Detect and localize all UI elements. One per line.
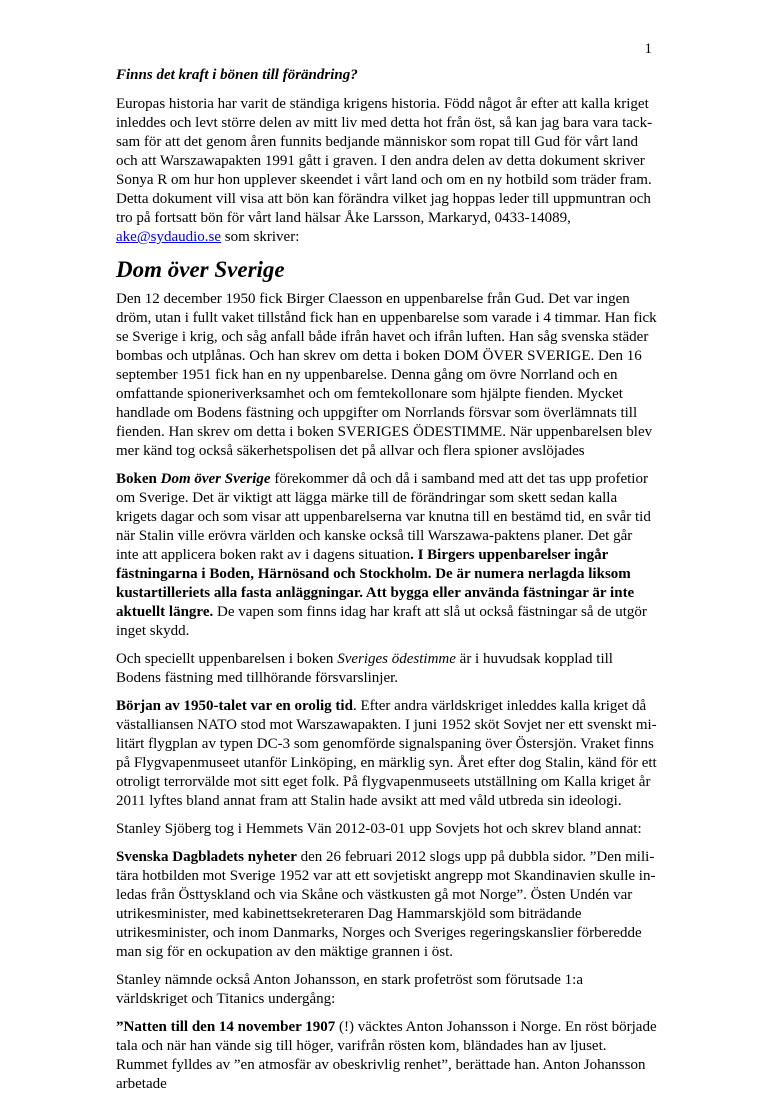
paragraph-vision: Den 12 december 1950 fick Birger Claesson en uppenbarelse från Gud. Det var ingen dröm, utan i fullt vaket tillstånd fick han en uppenbarelse som varade i 4 timmar. Han fick se Sverige i krig, och såg anfall både ifrån havet och ifrån luften. Han såg svenska städer bombas och utplånas. Och han skrev om detta i boken DOM ÖVER SVERIGE. Den 16 september 1951 fick han en ny uppenbarelse. Denna gång om övre Norrland och en omfattande spioneriverksamhet och om femtekollonare som hjälpte fienden. Mycket handlade om Bodens fästning och uppgifter om Norrlands försvar som överlämnats till fienden. Han skrev om detta i boken SVERIGES ÖDESTIMME. När uppenbarelsen blev mer känd tog också säkerhetspolisen det på allvar och flera spioner avslöjades (116, 291, 657, 459)
paragraph-book (116, 470, 658, 641)
book-closing: De vapen som finns idag har kraft att slå ut också fästningar så de utgör inget skydd. (116, 604, 647, 639)
bold-fortresses: . I Birgers uppenbarelser ingår fästningarna i Boden, Härnösand och Stockholm. De är numera nerlagda liksom kustartilleriets alla fasta anläggningar. Att bygga eller använda fästningar är inte aktuellt längre. (116, 547, 635, 620)
bold-1950s: Början av 1950-talet var en orolig tid (116, 698, 353, 714)
section-heading: Dom över Sverige (116, 257, 285, 282)
paragraph-natten (116, 1018, 658, 1094)
paragraph-1950s (116, 697, 658, 811)
bold-natten: ”Natten till den 14 november 1907 (116, 1019, 336, 1035)
document-body (116, 66, 658, 1103)
odestimme-title: Sveriges ödestimme (337, 651, 456, 667)
paragraph-stanley: Stanley Sjöberg tog i Hemmets Vän 2012-03-01 upp Sovjets hot och skrev bland annat: (116, 821, 642, 837)
text-svd: den 26 februari 2012 slogs upp på dubbla sidor. ”Den militära hotbilden mot Sverige 1952 var att ett sovjetiskt angrepp mot Skandinavien skulle inledas från Östtyskland och via Skåne och västkusten gå mot Norge”. Östen Undén var utrikesminister, med kabinettsekreteraren Dag Hammarskjöld som biträdande utrikesminister, och inom Danmarks, Norges och Sveriges regeringskanslier förberedde man sig för en ockupation av den mäktige grannen i öst. (116, 849, 656, 960)
intro-text: Europas historia har varit de ständiga krigens historia. Född något år efter att kalla kriget inleddes och levt större delen av mitt liv med detta hot från öst, så kan jag bara vara tacksam för att det genom åren funnits bedjande människor som ropat till Gud för vårt land och att Warszawapakten 1991 gått i graven. I den andra delen av detta dokument skriver Sonya R om hur hon upplever skeendet i vårt land och om en ny hotbild som träder fram. Detta dokument vill visa att bön kan förändra vilket jag hoppas leder till uppmuntran och tro på fortsatt bön för vårt land hälsar Åke Larsson, Markaryd, 0433-14089, (116, 96, 653, 226)
paragraph-anton: Stanley nämnde också Anton Johansson, en stark profetröst som förutsade 1:a världskriget och Titanics undergång: (116, 972, 583, 1007)
odestimme-lead: Och speciellt uppenbarelsen i boken (116, 651, 338, 667)
odestimme-text: är i huvudsak kopplad till Bodens fästning med tillhörande försvarslinjer. (116, 651, 613, 686)
page-number: 1 (644, 41, 652, 57)
paragraph-odestimme (116, 650, 658, 688)
intro-closing: som skriver: (221, 229, 300, 245)
book-title: Dom över Sverige (160, 471, 271, 487)
bold-lead: Boken (116, 471, 161, 487)
bold-svd: Svenska Dagbladets nyheter (116, 849, 297, 865)
intro-paragraph (116, 95, 658, 247)
intro-title: Finns det kraft i bönen till förändring? (116, 67, 358, 83)
email-link[interactable]: ake@sydaudio.se (116, 229, 222, 245)
book-text: förekommer då och då i samband med att det tas upp profetior om Sverige. Det är viktigt att lägga märke till de förändringar som skett sedan kalla krigets dagar och som visar att uppenbarelserna var knutna till en bestämd tid, en svår tid när Stalin ville erövra världen och kanske också till Warszawa-paktens planer. Det går inte att applicera boken rakt av i dagens situation (116, 471, 651, 563)
text-1950s: . Efter andra världskriget inleddes kalla kriget då västalliansen NATO stod mot Warszawapakten. I juni 1952 sköt Sovjet ner ett svenskt militärt flygplan av typen DC-3 som genomförde signalspaning över Östersjön. Vraket finns på Flygvapenmuseet utanför Linköping, en märklig syn. Året efter dog Stalin, känd för ett otroligt terrorvälde mot sitt eget folk. På flygvapenmuseets utställning om Kalla kriget år 2011 lyftes bland annat fram att Stalin hade avsikt att med våld utbreda sin ideologi. (116, 698, 657, 809)
paragraph-svd (116, 848, 658, 962)
text-natten: (!) väcktes Anton Johansson i Norge. En röst började tala och när han vände sig till höger, varifrån rösten kom, bländades han av ljuset. Rummet fylldes av ”en atmosfär av obeskrivlig renhet”, berättade han. Anton Johansson arbetade (116, 1019, 657, 1092)
